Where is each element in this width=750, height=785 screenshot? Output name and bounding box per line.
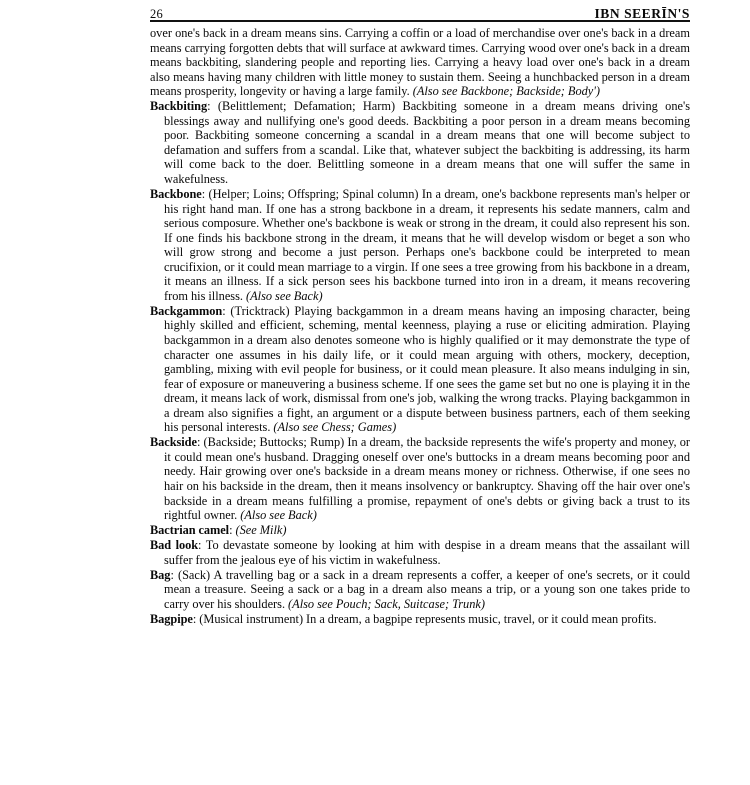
entry-bactrian-camel xyxy=(150,523,690,538)
entry-headword: Backbiting xyxy=(150,99,208,114)
entry-cross-reference: (Also see Pouch; Sack, Suitcase; Trunk) xyxy=(288,596,485,611)
entry-headword: Bagpipe xyxy=(150,611,193,626)
running-head xyxy=(150,4,690,20)
entry-cross-reference: (Also see Backbone; Backside; Body') xyxy=(412,84,601,99)
entry-separator: : xyxy=(222,303,231,318)
entry-backgammon xyxy=(150,304,690,435)
entry-separator: : xyxy=(198,538,206,553)
entry-bad-look xyxy=(150,538,690,567)
page-number: 26 xyxy=(150,6,163,21)
entry-bagpipe xyxy=(150,612,690,627)
entry-body: over one's back in a dream means sins. Carrying a coffin or a load of merchandise over one's back in a dream means carrying forgotten debts that will surface at awkward times. Carrying wood over one's back in a dream means backbiting, slandering people and reporting lies. Carrying a heavy load over one's back in a dream also means having many children with little money to sustain them. Seeing a hunchbacked person in a dream means prosperity, longevity or having a large family. xyxy=(150,26,690,99)
entry-headword: Backside xyxy=(150,435,197,450)
entry-headword: Backgammon xyxy=(150,303,223,318)
running-title: IBN SEERĪN'S xyxy=(594,5,690,21)
entry-body: To devastate someone by looking at him with despise in a dream means that the assailant will suffer from the jealous eye of his victim in wakefulness. xyxy=(164,538,690,567)
entry-body: (Helper; Loins; Offspring; Spinal column) In a dream, one's backbone represents man's helper or his right hand man. If one has a strong backbone in a dream, it represents his sedate manners, calm and serious composure. Whether one's backbone is weak or strong in the dream, it could also represent his son. If one finds his backbone strong in the dream, it means that he will develop wisdom or beget a son who will grow strong and become a just person. Perhaps one's backbone could be interpreted to mean crucifixion, or it could mean marriage to a virgin. If one sees a tree growing from his backbone in a dream, it means an illness. If a sick person sees his backbone turned into iron in a dream, it means recovering from his illness. xyxy=(164,187,690,303)
entry-cross-reference: (Also see Back) xyxy=(240,508,317,523)
entry-cross-reference: (See Milk) xyxy=(235,523,287,538)
entry-headword: Bag xyxy=(150,567,171,582)
header-rule xyxy=(150,20,690,22)
entry-bag xyxy=(150,568,690,612)
entry-body: (Backside; Buttocks; Rump) In a dream, the backside represents the wife's property and money, or it could mean one's husband. Dragging oneself over one's buttocks in a dream means becoming poor and needy. Hair growing over one's backside in a dream means money or richness. Otherwise, if one sees no hair on his backside in the dream, then it means insolvency or bankruptcy. Shaving off the hair over one's backside in a dream means fulfilling a promise, repayment of one's debts or giving back a trust to its rightful owner. xyxy=(164,435,690,523)
entry-backbiting xyxy=(150,99,690,186)
entry-backbone xyxy=(150,187,690,303)
entry-separator: : xyxy=(207,99,218,114)
entry-body: (Sack) A travelling bag or a sack in a dream represents a coffer, a keeper of one's secrets, or it could mean a treasure. Seeing a sack or a bag in a dream also means a trip, or a young son one takes pride to carry over his shoulders. xyxy=(164,567,691,611)
entry-separator: : xyxy=(201,187,209,202)
entry-body: (Musical instrument) In a dream, a bagpipe represents music, travel, or it could mean profits. xyxy=(199,611,657,626)
entry-backside xyxy=(150,435,690,522)
entry-body: (Belittlement; Defamation; Harm) Backbiting someone in a dream means driving one's blessings away and nullifying one's good deeds. Backbiting a poor person in a dream means becoming poor. Backbiting someone concerning a scandal in a dream means that one will become subject to defamation and suffers from a scandal. Like that, whatever subject the backbiting is addressing, its harm will come back to the doer. Belittling someone in a dream means that one will suffer the same in wakefulness. xyxy=(164,99,690,186)
text-column xyxy=(150,26,690,627)
entry-headword: Bad look xyxy=(150,538,199,553)
entry-cross-reference: (Also see Back) xyxy=(246,288,323,303)
entry-separator: : xyxy=(196,435,204,450)
entry-separator: : xyxy=(229,523,236,538)
entry-separator: : xyxy=(192,611,200,626)
entry-separator: : xyxy=(170,567,178,582)
entry-back-continued xyxy=(150,26,690,99)
entry-cross-reference: (Also see Chess; Games) xyxy=(273,420,397,435)
entry-headword: Bactrian camel xyxy=(150,523,230,538)
entry-body: (Tricktrack) Playing backgammon in a dream means having an imposing character, being highly skilled and efficient, scheming, mental keenness, playing a ruse or eliciting admiration. Playing backgammon in a dream also denotes someone who is highly qualified or it may demonstrate the type of character one assumes in his daily life, or it could mean arguing with others, mockery, deception, gambling, mixing with evil people for business, or it could mean pleasure. It also means indulging in sin, fear of exposure or maneuvering a business scheme. If one sees the game set but no one is playing it in the dream, it means lack of work, dismissal from one's job, walking the wrong tracks. Playing backgammon in a dream also signifies a fight, an argument or a dispute between business partners, each of them seeking his personal interests. xyxy=(164,303,690,435)
entry-headword: Backbone xyxy=(150,187,202,202)
